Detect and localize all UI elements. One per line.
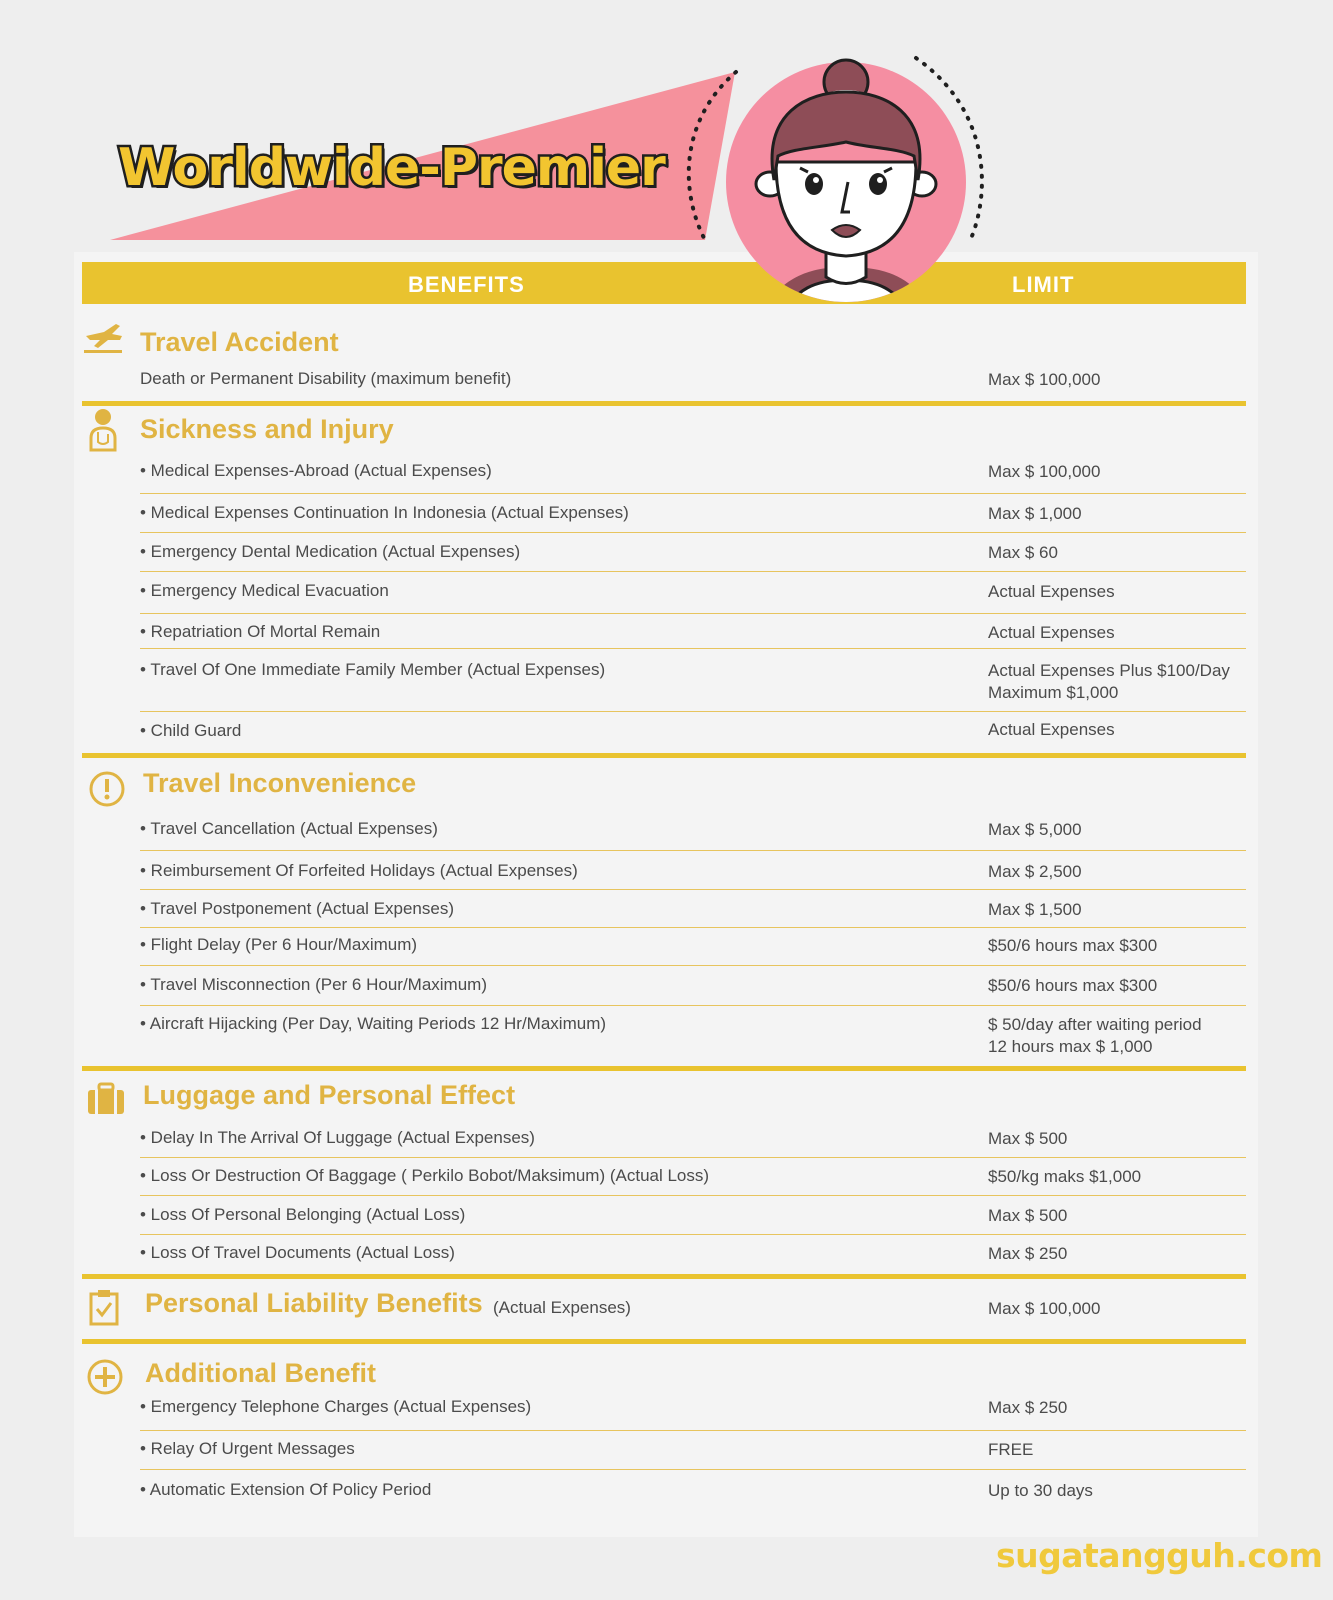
benefit-row-label: • Loss Or Destruction Of Baggage ( Perkilo Bobot/Maksimum) (Actual Loss)	[140, 1166, 710, 1185]
section-title-personal-liability: Personal Liability Benefits	[145, 1288, 483, 1318]
benefit-row-limit	[988, 1014, 1202, 1058]
row-divider	[140, 532, 1246, 533]
row-divider	[140, 965, 1246, 966]
benefit-row-limit	[988, 660, 1230, 704]
row-divider	[140, 571, 1246, 572]
row-divider	[140, 889, 1246, 890]
benefit-row-label: • Medical Expenses Continuation In Indonesia (Actual Expenses)	[140, 503, 629, 522]
benefit-row-label: • Reimbursement Of Forfeited Holidays (Actual Expenses)	[140, 861, 578, 880]
benefit-row-label: • Delay In The Arrival Of Luggage (Actual Expenses)	[140, 1128, 535, 1147]
benefit-row-limit: Max $ 1,000	[988, 504, 1082, 523]
benefit-row-label: • Aircraft Hijacking (Per Day, Waiting Periods 12 Hr/Maximum)	[140, 1014, 607, 1033]
benefit-row-label: • Repatriation Of Mortal Remain	[140, 622, 381, 641]
benefit-row-label: • Loss Of Travel Documents (Actual Loss)	[140, 1243, 455, 1262]
benefit-row-label: • Emergency Telephone Charges (Actual Expenses)	[140, 1397, 532, 1416]
row-divider	[140, 1234, 1246, 1235]
benefit-row-limit: Actual Expenses	[988, 720, 1115, 739]
plus-circle-icon	[86, 1358, 124, 1396]
benefit-row-label: • Medical Expenses-Abroad (Actual Expenses)	[140, 461, 492, 480]
section-title-travel-accident: Travel Accident	[140, 327, 339, 357]
benefit-row-limit: Actual Expenses	[988, 582, 1115, 601]
section-divider	[82, 753, 1246, 758]
avatar-illustration	[718, 52, 988, 322]
row-divider	[140, 1157, 1246, 1158]
benefit-row-limit: Up to 30 days	[988, 1481, 1093, 1500]
benefit-row-limit: Max $ 500	[988, 1206, 1068, 1225]
section-title-sickness-and-injury: Sickness and Injury	[140, 414, 394, 444]
exclamation-icon	[88, 770, 126, 808]
benefit-row-limit: Max $ 500	[988, 1129, 1068, 1148]
benefit-row-label: • Travel Postponement (Actual Expenses)	[140, 899, 454, 918]
section-title-additional-benefit: Additional Benefit	[145, 1358, 376, 1388]
benefit-row-limit: Max $ 2,500	[988, 862, 1082, 881]
limit-line: Maximum $1,000	[988, 683, 1119, 702]
benefit-row-label: • Relay Of Urgent Messages	[140, 1439, 355, 1458]
benefit-row-label: • Travel Misconnection (Per 6 Hour/Maximum)	[140, 975, 487, 994]
benefit-row-label: • Emergency Dental Medication (Actual Expenses)	[140, 542, 521, 561]
benefit-row-label: • Travel Of One Immediate Family Member (Actual Expenses)	[140, 660, 606, 679]
benefit-row-limit: Max $ 100,000	[988, 462, 1101, 481]
benefit-row-limit: $50/6 hours max $300	[988, 936, 1158, 955]
section-divider	[82, 1066, 1246, 1071]
section-title-luggage: Luggage and Personal Effect	[143, 1080, 516, 1110]
benefit-row-limit: FREE	[988, 1440, 1034, 1459]
benefit-row-limit: Max $ 250	[988, 1398, 1068, 1417]
row-divider	[140, 1430, 1246, 1431]
benefit-row-label: • Loss Of Personal Belonging (Actual Loss)	[140, 1205, 466, 1224]
benefit-row-limit: $50/kg maks $1,000	[988, 1167, 1142, 1186]
row-divider	[140, 1005, 1246, 1006]
suitcase-icon	[86, 1082, 126, 1116]
benefit-row-label: • Flight Delay (Per 6 Hour/Maximum)	[140, 935, 418, 954]
row-divider	[140, 648, 1246, 649]
row-divider	[140, 927, 1246, 928]
benefit-row-limit: Max $ 100,000	[988, 370, 1101, 389]
benefit-row-limit: Max $ 250	[988, 1244, 1068, 1263]
benefit-row-label: • Automatic Extension Of Policy Period	[140, 1480, 432, 1499]
row-divider	[140, 613, 1246, 614]
benefit-row-limit: Max $ 1,500	[988, 900, 1082, 919]
benefit-row-limit: Max $ 60	[988, 543, 1058, 562]
doctor-icon	[88, 408, 118, 452]
limit-line: $ 50/day after waiting period	[988, 1015, 1202, 1034]
limit-column-header: LIMIT	[1012, 272, 1075, 297]
limit-line: Actual Expenses Plus $100/Day	[988, 661, 1230, 680]
section-divider	[82, 401, 1246, 406]
limit-line: 12 hours max $ 1,000	[988, 1037, 1153, 1056]
row-divider	[140, 1195, 1246, 1196]
clipboard-check-icon	[88, 1288, 120, 1326]
page-title: Worldwide-Premier	[118, 138, 665, 198]
benefits-column-header: BENEFITS	[408, 272, 525, 297]
section-title-travel-inconvenience: Travel Inconvenience	[143, 768, 417, 798]
row-divider	[140, 493, 1246, 494]
site-watermark: sugatangguh.com	[996, 1536, 1323, 1575]
benefit-row-limit: Max $ 5,000	[988, 820, 1082, 839]
benefit-row-label: Death or Permanent Disability (maximum benefit)	[140, 369, 512, 388]
benefit-row-label: • Travel Cancellation (Actual Expenses)	[140, 819, 438, 838]
benefit-row-label: • Emergency Medical Evacuation	[140, 581, 389, 600]
benefit-row-limit: $50/6 hours max $300	[988, 976, 1158, 995]
section-divider	[82, 1339, 1246, 1344]
row-divider	[140, 1469, 1246, 1470]
personal-liability-limit: Max $ 100,000	[988, 1299, 1101, 1318]
personal-liability-note: (Actual Expenses)	[493, 1298, 631, 1317]
row-divider	[140, 711, 1246, 712]
benefit-row-label: • Child Guard	[140, 721, 242, 740]
benefit-row-limit: Actual Expenses	[988, 623, 1115, 642]
section-divider	[82, 1274, 1246, 1279]
plane-accident-icon	[82, 322, 126, 354]
row-divider	[140, 850, 1246, 851]
